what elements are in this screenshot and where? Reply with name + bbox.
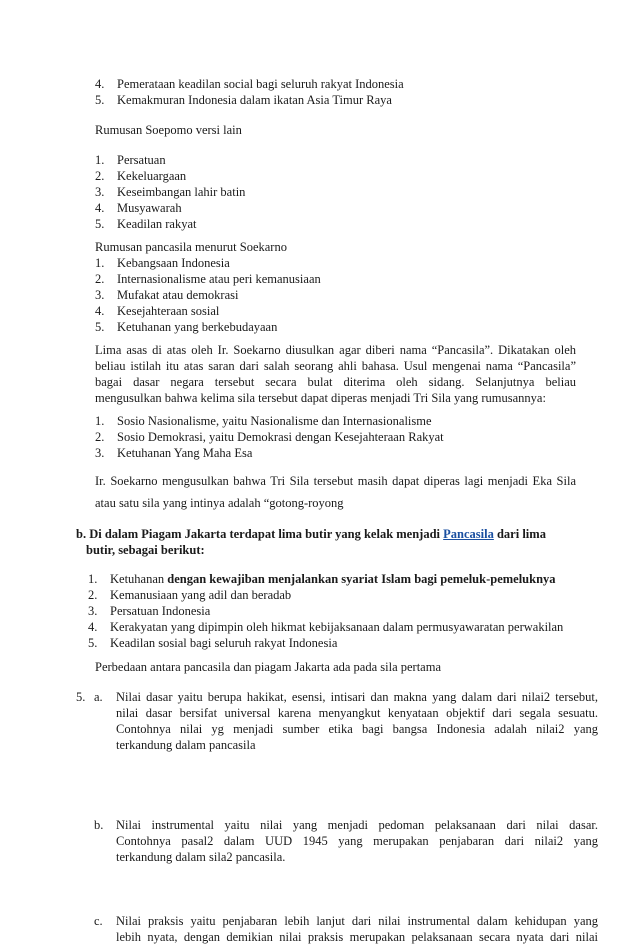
list-item: 1. Ketuhanan dengan kewajiban menjalankan syariat Islam bagi pemeluk-pemeluknya	[88, 572, 556, 586]
piagam-list	[88, 571, 588, 651]
list-item: 3. Ketuhanan Yang Maha Esa	[95, 446, 253, 460]
list-item: 2. Sosio Demokrasi, yaitu Demokrasi dengan Kesejahteraan Rakyat	[95, 430, 444, 444]
list-item: 3. Keseimbangan lahir batin	[95, 185, 246, 199]
trisila-list	[95, 413, 575, 461]
list-item: 4. Pemerataan keadilan social bagi seluruh rakyat Indonesia	[95, 77, 404, 91]
list-item: 4. Kerakyatan yang dipimpin oleh hikmat kebijaksanaan dalam permusyawaratan perwakilan	[88, 620, 564, 634]
list-item: 2. Kemanusiaan yang adil dan beradab	[88, 588, 292, 602]
ekasila-paragraph: Ir. Soekarno mengusulkan bahwa Tri Sila tersebut masih dapat diperas lagi menjadi Eka Sila atau satu sila yang intinya adalah “gotong-royong	[95, 474, 576, 510]
soekarno-heading: Rumusan pancasila menurut Soekarno	[95, 240, 287, 254]
difference-note: Perbedaan antara pancasila dan piagam Jakarta ada pada sila pertama	[95, 660, 442, 674]
q5-item-b: b. Nilai instrumental yaitu nilai yang menjadi pedoman pelaksanaan dari nilai dasar. Contohnya pasal2 dalam UUD 1945 yang merupakan penjabaran dari nilai2 yang terkandung dalam sila2 pancasila.	[94, 818, 598, 864]
pancasila-name-paragraph: Lima asas di atas oleh Ir. Soekarno diusulkan agar diberi nama “Pancasila”. Dikatakan oleh beliau istilah itu atas saran dari salah seorang ahli bahasa. Usul mengenai nama “Pancasila” bagai dasar negara tersebut secara bulat diterima oleh sidang. Selanjutnya beliau mengusulkan bahwa kelima sila tersebut dapat diperas menjadi Tri Sila yang rumusannya:	[95, 343, 576, 405]
list-item: 5. Ketuhanan yang berkebudayaan	[95, 320, 278, 334]
piagam-heading: b. Di dalam Piagam Jakarta terdapat lima butir yang kelak menjadi Pancasila dari lima butir, sebagai berikut:	[76, 527, 546, 557]
pancasila-link[interactable]: Pancasila	[443, 527, 494, 541]
list-item: 4. Musyawarah	[95, 201, 182, 215]
q5-item-a: a. Nilai dasar yaitu berupa hakikat, esensi, intisari dan makna yang dalam dari nilai2 tersebut, nilai dasar bersifat universal karena menyangkut kenyataan objektif dari segala sesuatu. Contohnya nilai yg menjadi sumber etika bagi bangsa Indonesia adalah nilai2 yang terkandung dalam pancasila	[94, 690, 598, 752]
list-continued	[95, 76, 575, 108]
list-item: 1. Persatuan	[95, 153, 166, 167]
list-item: 3. Persatuan Indonesia	[88, 604, 211, 618]
list-item: 3. Mufakat atau demokrasi	[95, 288, 239, 302]
list-item: 4. Kesejahteraan sosial	[95, 304, 220, 318]
list-item: 1. Sosio Nasionalisme, yaitu Nasionalisme dan Internasionalisme	[95, 414, 432, 428]
q5-item-c: c. Nilai praksis yaitu penjabaran lebih lanjut dari nilai instrumental dalam kehidupan yang lebih nyata, dengan demikian nilai praksis merupakan pelaksanaan secara nyata dari nilai	[94, 914, 598, 944]
soepomo-heading: Rumusan Soepomo versi lain	[95, 123, 242, 137]
soepomo-list	[95, 152, 575, 232]
list-item: 5. Kemakmuran Indonesia dalam ikatan Asia Timur Raya	[95, 93, 392, 107]
list-item: 1. Kebangsaan Indonesia	[95, 256, 230, 270]
question-number: 5.	[76, 690, 86, 704]
list-item: 2. Kekeluargaan	[95, 169, 187, 183]
soekarno-list	[95, 255, 575, 335]
list-item: 5. Keadilan sosial bagi seluruh rakyat Indonesia	[88, 636, 338, 650]
list-item: 2. Internasionalisme atau peri kemanusiaan	[95, 272, 321, 286]
list-item: 5. Keadilan rakyat	[95, 217, 197, 231]
